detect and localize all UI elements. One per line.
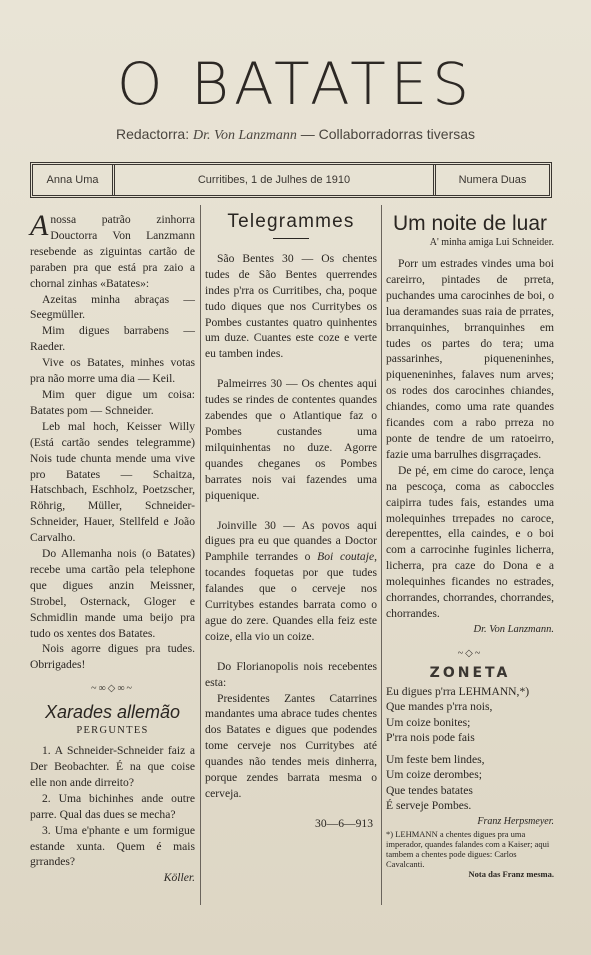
greeting-thanks: Nois agorre digues pra tudes. Obrrigades!: [30, 642, 195, 672]
greeting-schneider: Mim quer digue um coisa: Batates pom — Schneider.: [30, 387, 195, 417]
footnote-signature: Nota das Franz mesma.: [468, 869, 554, 880]
column-divider-1: [200, 205, 201, 905]
column-right: [386, 212, 554, 879]
verse-signature: Franz Herpsmeyer.: [477, 815, 554, 827]
noite-signature: Dr. Von Lanzmann.: [473, 623, 554, 635]
masthead-title: O BATATES: [116, 50, 475, 118]
noite-dedication: A' minha amiga Lui Schneider.: [429, 237, 554, 248]
verse-line: Um coize derombes;: [386, 768, 482, 782]
telegram-florianopolis-head: Do Florianopolis nois recebentes esta:: [205, 659, 377, 689]
masthead-subtitle: [0, 126, 591, 144]
issue-info-bar: [30, 162, 552, 198]
telegram-date: 30—6—913: [315, 816, 373, 830]
column-middle: [205, 212, 377, 832]
verse-line: Que tendes batates: [386, 783, 473, 797]
perguntes-subtitle: PERGUNTES: [76, 725, 149, 737]
telegrammes-title: Telegrammes: [227, 211, 355, 232]
noite-title: Um noite de luar: [392, 212, 548, 235]
ornament-small: ~◇~: [457, 647, 483, 659]
greeting-raeder: Mim digues barrabens — Raeder.: [30, 324, 195, 354]
title-rule: [273, 238, 309, 239]
greeting-seegmuller: Azeitas minha abraças — Seegmüller.: [30, 292, 195, 322]
subtitle-prefix: Redactorra:: [115, 126, 193, 142]
riddle-1: 1. A Schneider-Schneider faiz a Der Beobachter. É na que coise elle non ande dirreito?: [30, 744, 195, 789]
riddle-signature: Köller.: [163, 871, 195, 885]
zoneta-verse: [386, 684, 554, 814]
issue-year: Anna Uma: [33, 165, 115, 195]
greeting-keil: Vive os Batates, minhes votas pra não morre uma dia — Keil.: [30, 356, 195, 386]
issue-number: Numera Duas: [458, 174, 527, 186]
column-divider-2: [381, 205, 382, 905]
subtitle-editor: Dr. Von Lanzmann: [193, 128, 297, 143]
verse-line: P'rra nois pode fais: [386, 731, 475, 745]
verse-line: Um coize bonites;: [386, 715, 471, 729]
footnote: *) LEHMANN a chentes digues pra uma imperador, quandes falandes com a Kaiser; aqui tambem a chentes pode digues: Carlos Cavalcanti.: [386, 829, 550, 870]
greeting-allemanha: Do Allemanha nois (o Batates) recebe uma cartão pela telephone que digues anzin Meissner, Strobel, Osternack, Gloger e Schmidlin mande uma beijo pra tudo os xentes dos Batates.: [30, 547, 195, 640]
ornament-divider: ~∞◇∞~: [91, 683, 134, 695]
verse-line: Eu digues p'rra LEHMANN,*): [386, 684, 530, 698]
noite-paragraph-2: De pé, em cime do caroce, lença na pescoça, coma as caboccles caipirra tudes fais, estandes uma molequinhes trrepades no caroce, derepenttes, ella caindes, e o boi com a carrocinhe fuginles licherra, licherra, pra caze do Dona e a molequinhes ficandes no estrades, chorrandes, chorrandes, chorrandes, chorrandes.: [386, 463, 554, 620]
noite-paragraph-1: Porr um estrades vindes uma boi careirro, pintades de prreta, puchandes uma carocinhes de boi, o lua deramandes suas raia de prrates, brranquinhes, brranquinhes em tudes os partes do tera; uma passarinhes, piqueneninhes, piqueneninhes, falaves num arves; os rodes dos carocinhes chiandes, chiandes, como uma rate quandes ficandes com a rabo prreza no ponte de tendre de um ratoeirro, fazie uma barrulhes disgrraçades.: [386, 257, 554, 461]
xarades-title: Xarades allemão: [44, 702, 181, 723]
riddle-2: 2. Uma bichinhes ande outre parre. Qual das dues se mecha?: [30, 791, 195, 821]
zoneta-title: ZONETA: [429, 664, 511, 681]
verse-line: Que mandes p'rra nois,: [386, 700, 493, 714]
verse-line: É serveje Pombes.: [386, 799, 472, 813]
riddle-3: 3. Uma e'phante e um formigue estande xunta. Quem é mais grrandes?: [30, 823, 195, 869]
telegram-joinville: Joinville 30 — As povos aqui digues pra eu que quandes a Doctor Pamphile terrandes o Boi coutaje, tocandes foquetas por que tudes falandes que o cerveje nos Curritybes estandes barrata como o ague do zere. Quandes ella feiz este coize, ella vio un coize.: [205, 518, 377, 643]
verse-line: Um feste bem lindes,: [386, 752, 485, 766]
column-left: [30, 209, 195, 886]
telegram-sao-bentes: São Bentes 30 — Os chentes tudes de São Bentes querrendes indes p'rra os Curritibes, cha, poque tudo diques que nos Curritybes os Pombes custantes quatro quinhentes um duze. Cuantes este coze e verte eu tamben indes.: [205, 251, 377, 361]
telegram-florianopolis: Presidentes Zantes Catarrines mandantes uma abrace tudes chentes dos Batates e digues que podendes tome cerveje nos Curritybes até quandes não tendes meis dinherra, porque zendes barrata mesma o cerveja.: [205, 691, 377, 800]
telegram-palmeirres: Palmeirres 30 — Os chentes aqui tudes se rindes de contentes quandes zabendes que o Atlantique faz o Pombes custandes uma milquinhentas no duze. Agorre quandes cheganes os Pombes barrates nois vai fazendes uma piquenique.: [205, 377, 377, 502]
issue-place-date: Curritibes, 1 de Julhes de 1910: [115, 165, 436, 195]
subtitle-suffix: — Collaborradorras tiversas: [296, 126, 476, 142]
greeting-telegram: Leb mal hoch, Keisser Willy (Está cartão sendes telegramme) Nois tude chunta mende uma vive pro Batates — Schaitza, Hatschbach, Eschholz, Poetzscher, Röhrig, Müller, Schneider-Schneider, Hauer, Stellfeld e João Carvalho.: [30, 419, 195, 545]
drop-cap: A: [30, 209, 49, 242]
opening-paragraph: Anossa patrão zinhorra Douctorra Von Lanzmann resebende as ziguintas cartão de paraben pra que está pra zaio a chornal zinhas «Batates»:: [30, 209, 195, 290]
